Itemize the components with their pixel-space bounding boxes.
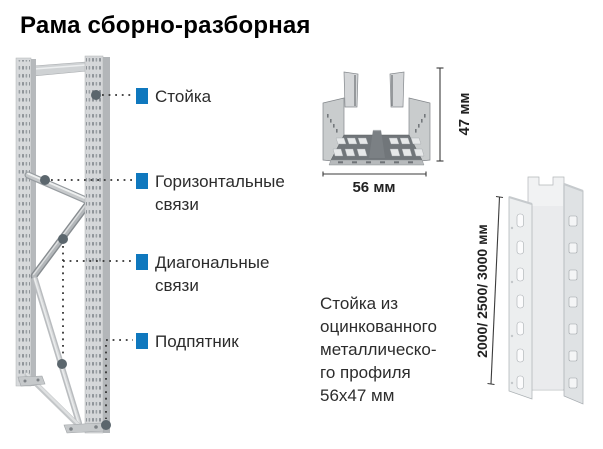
upright-column-illustration <box>509 177 583 404</box>
callout-label: Диагональные связи <box>155 253 270 295</box>
page-title: Рама сборно-разборная <box>20 12 311 39</box>
callout-label: Горизонтальные связи <box>155 172 285 214</box>
left-upright <box>16 58 36 386</box>
callout-podpyatnik <box>136 330 239 353</box>
callout-diagonal-braces <box>136 251 269 297</box>
right-upright <box>85 56 110 433</box>
foot-plate-right <box>64 423 104 433</box>
column-height-dimension-label: 2000/ 2500/ 3000 мм <box>474 224 490 358</box>
horizontal-brace <box>28 174 88 202</box>
callout-label: Стойка <box>155 87 212 106</box>
callout-horizontal-braces <box>136 170 285 216</box>
width-dimension-label: 56 мм <box>352 179 396 196</box>
blue-square-bullet <box>136 88 148 104</box>
callout-dot <box>91 90 101 100</box>
callout-label: Подпятник <box>155 332 239 351</box>
frame-illustration <box>16 56 110 433</box>
callout-dot <box>101 420 111 430</box>
profile-cross-section-illustration <box>323 72 430 165</box>
blue-square-bullet <box>136 333 148 349</box>
description-text: Стойка из оцинкованного металлическо- го профиля 56х47 мм <box>320 294 437 405</box>
blue-square-bullet <box>136 254 148 270</box>
callout-dot <box>58 234 68 244</box>
callout-dot <box>57 359 67 369</box>
callout-stoyka <box>136 85 211 108</box>
foot-plate-left <box>18 376 45 386</box>
height-dimension-label: 47 мм <box>456 92 473 136</box>
callout-dot <box>40 175 50 185</box>
blue-square-bullet <box>136 173 148 189</box>
